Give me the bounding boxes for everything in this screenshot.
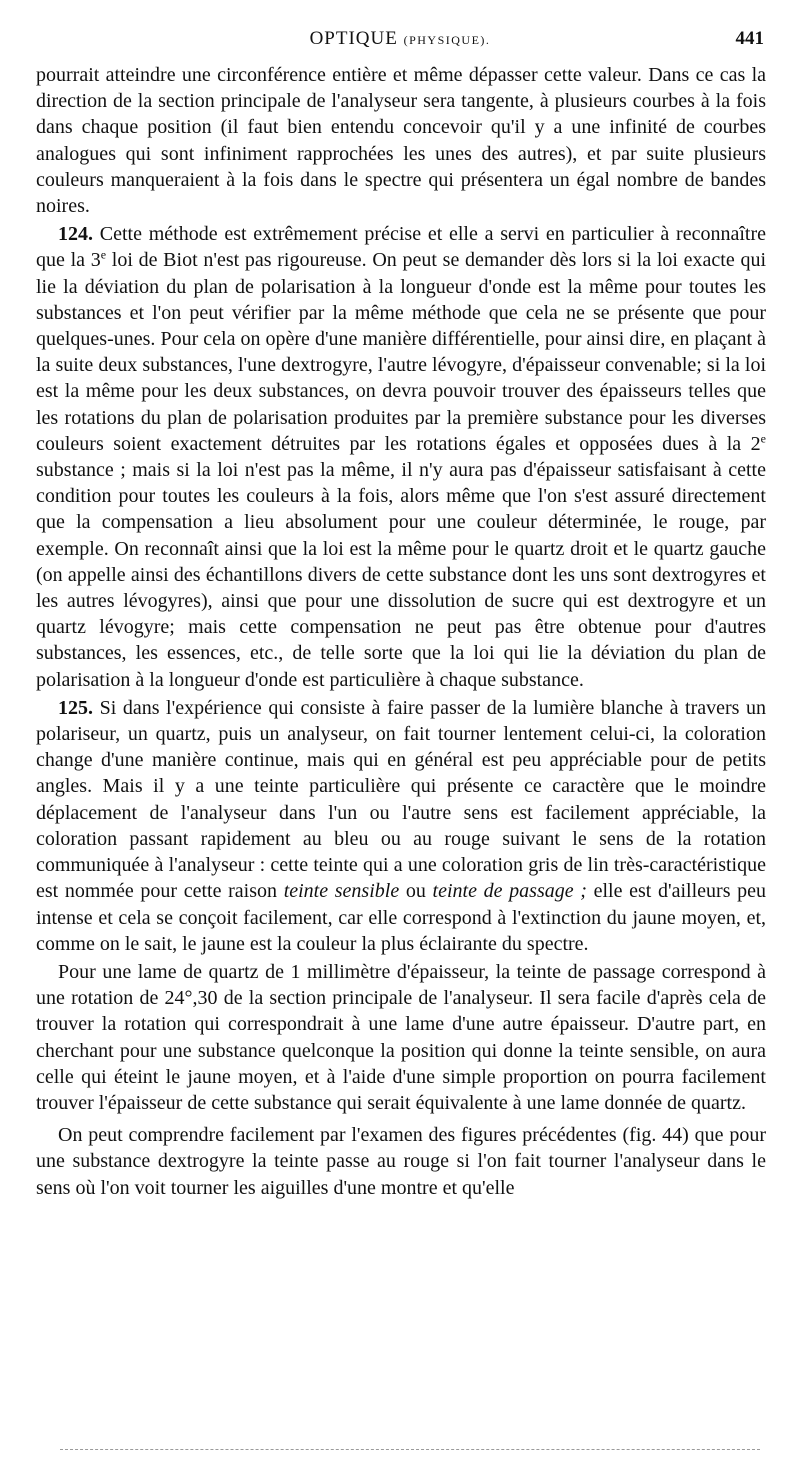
superscript: e (760, 431, 766, 446)
paragraph-124 (36, 221, 766, 693)
emphasis-term: teinte de passage ; (432, 880, 587, 903)
page-body (36, 62, 766, 1201)
paragraph-text: Si dans l'expérience qui consiste à faire passer de la lumière blanche à travers un polariseur, un quartz, puis un analyseur, on fait tourner lentement celui-ci, la coloration change d'une manière continue, mais qui en général est peu appréciable pour de petits angles. Mais il y a une teinte particulière qui présente ce caractère que le moindre déplacement de l'analyseur dans l'un ou l'autre sens est facilement appréciable, la coloration passant rapidement au bleu ou au rouge suivant le sens de la rotation communiquée à l'analyseur : cette teinte qui a une coloration gris de lin très-caractéristique est nommée pour cette raison (36, 696, 766, 903)
paragraph-text: loi de Biot n'est pas rigoureuse. On peut se demander dès lors si la loi exacte qui lie la déviation du plan de polarisation à la longueur d'onde est la même pour toutes les substances et l'on peut vérifier par la même méthode que cela ne se présente que pour quelques-unes. Pour cela on opère d'une manière différentielle, pour ainsi dire, en plaçant à la suite deux substances, l'une dextrogyre, l'autre lévogyre, d'épaisseur convenable; si la loi est la même pour les deux substances, on devra pouvoir trouver des épaisseurs telles que les rotations du plan de polarisation produites par la première substance pour les diverses couleurs soient exactement détruites par les rotations égales et opposées dues à la 2 (36, 249, 767, 455)
paragraph-figures: On peut comprendre facilement par l'examen des figures précédentes (fig. 44) que pour une substance dextrogyre la teinte passe au rouge si l'on fait tourner l'analyseur dans le sens où l'on voit tourner les aiguilles d'une montre et qu'elle (36, 1124, 766, 1199)
footer-rule (60, 1449, 760, 1450)
paragraph-text: ou (399, 880, 433, 903)
section-number: 124. (58, 223, 93, 246)
page-number: 441 (735, 28, 764, 49)
superscript: e (100, 247, 107, 262)
paragraph-text: elle est d'ailleurs peu intense et cela se conçoit facilement, car elle correspond à l'extinction du jaune moyen, et, comme on le sait, le jaune est la couleur la plus éclairante du spectre. (36, 880, 767, 955)
emphasis-term: teinte sensible (283, 880, 400, 903)
running-title (36, 28, 764, 50)
section-number: 125. (58, 696, 93, 719)
paragraph-text: Cette méthode est extrêmement précise et elle a servi en particulier à reconnaître que la 3 (36, 223, 766, 272)
paragraph-125 (36, 695, 766, 957)
paragraph-quartz-thickness: Pour une lame de quartz de 1 millimètre d'épaisseur, la teinte de passage correspond à une rotation de 24°,30 de la section principale de l'analyseur. Il sera facile d'après cela de trouver la rotation qui correspondrait à une lame d'une autre épaisseur. D'autre part, en cherchant pour une substance quelconque la position qui donne la teinte sensible, on aura celle qui éteint le jaune moyen, et à l'aide d'une simple proportion on pourra facilement trouver l'épaisseur de cette substance qui serait équivalente à une lame donnée de quartz. (36, 960, 766, 1114)
header-subtitle: (PHYSIQUE). (403, 33, 491, 47)
running-header (36, 28, 764, 56)
paragraph-text: substance ; mais si la loi n'est pas la même, il n'y aura pas d'épaisseur satisfaisant à cette condition pour toutes les couleurs à la fois, alors même que l'on s'est assuré directement que la compensation a lieu absolument pour une couleur déterminée, le rouge, par exemple. On reconnaît ainsi que la loi est la même pour le quartz droit et le quartz gauche (on appelle ainsi des échantillons divers de cette substance dont les uns sont dextrogyres et les autres lévogyres), ainsi que pour une dissolution de sucre qui est dextrogyre et un quartz lévogyre; mais cette compensation ne peut pas être obtenue pour d'autres substances, les essences, etc., de telle sorte que la loi qui lie la déviation du plan de polarisation à la longueur d'onde est particulière à chaque substance. (36, 459, 766, 691)
header-title: OPTIQUE (309, 28, 398, 49)
paragraph-continuation: pourrait atteindre une circonférence entière et même dépasser cette valeur. Dans ce cas la direction de la section principale de l'analyseur sera tangente, à plusieurs courbes à la fois dans chaque position (il faut bien entendu concevoir qu'il y a une infinité de courbes analogues qui sont infiniment rapprochées les unes des autres), et par suite plusieurs couleurs manqueraient à la fois dans le spectre qui présentera un égal nombre de bandes noires. (36, 64, 766, 218)
